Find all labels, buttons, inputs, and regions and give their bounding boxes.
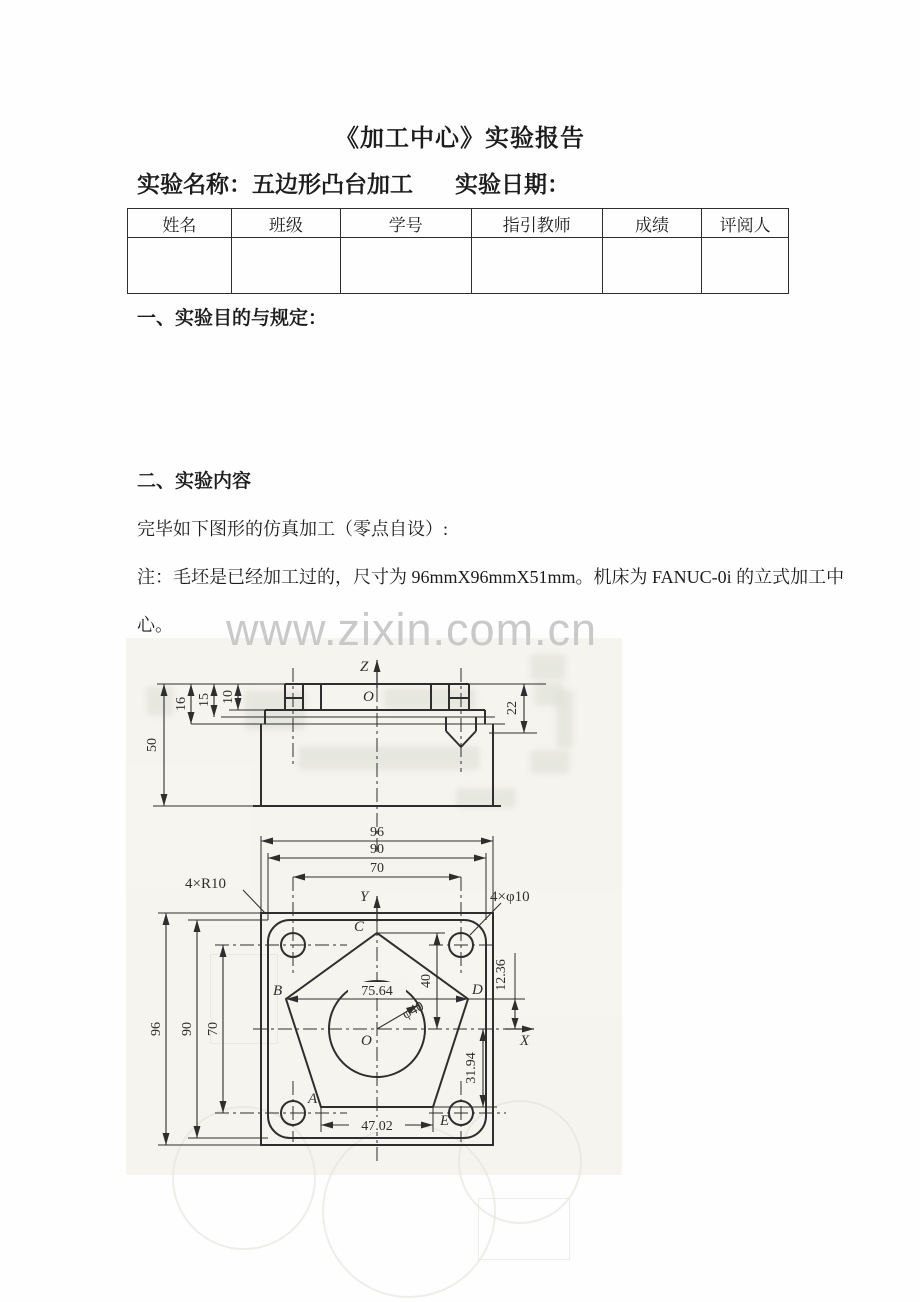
r10-leader-line	[243, 890, 266, 914]
info-table-entry-row	[128, 238, 789, 294]
section-two-heading: 二、实验内容	[137, 471, 252, 492]
col-header-id: 学号	[340, 209, 471, 238]
col-header-class: 班级	[231, 209, 340, 238]
dim-left-70: 70	[206, 1022, 221, 1036]
page-title: 《加工中心》实验报告	[335, 126, 585, 152]
point-c-label: C	[354, 919, 365, 935]
front-origin-label: O	[363, 689, 374, 705]
col-header-name: 姓名	[128, 209, 232, 238]
point-d-label: D	[472, 982, 483, 998]
experiment-name-label: 实验名称：五边形凸台加工	[137, 172, 413, 197]
dim-top-96: 96	[370, 825, 384, 840]
dim-50: 50	[145, 738, 160, 752]
point-a-label: A	[308, 1091, 318, 1107]
experiment-date-label: 实验日期：	[455, 172, 570, 197]
dim-left-90: 90	[180, 1022, 195, 1036]
dim-10: 10	[221, 690, 236, 704]
paragraph-simulation: 完毕如下图形的仿真加工（零点自设）:	[137, 519, 448, 539]
point-e-label: E	[440, 1113, 450, 1129]
experiment-subtitle	[137, 166, 570, 199]
extension-lines	[153, 684, 546, 1145]
dim-top-90: 90	[370, 842, 384, 857]
x-axis-label: X	[520, 1033, 530, 1049]
dim-top-70: 70	[370, 861, 384, 876]
cell-teacher[interactable]	[471, 238, 602, 294]
dim-47-02: 47.02	[361, 1119, 393, 1134]
corner-holes-note: 4×φ10	[490, 889, 530, 905]
col-header-reviewer: 评阅人	[702, 209, 789, 238]
cell-name[interactable]	[128, 238, 232, 294]
cell-id[interactable]	[340, 238, 471, 294]
dim-40: 40	[419, 974, 434, 988]
y-axis-label: Y	[360, 889, 369, 905]
plan-origin-label: O	[361, 1033, 372, 1049]
note-line-1: 注：毛坯是已经加工过的，尺寸为 96mmX96mmX51mm。机床为 FANUC-0i 的立式加工中	[137, 567, 845, 587]
watermark-text: www.zixin.com.cn	[226, 604, 598, 655]
cell-reviewer[interactable]	[702, 238, 789, 294]
info-table-header-row	[128, 209, 789, 238]
note-line-2: 心。	[137, 615, 173, 635]
dim-15: 15	[197, 693, 212, 707]
point-b-label: B	[273, 983, 283, 999]
z-axis-label: Z	[360, 659, 369, 675]
col-header-teacher: 指引教师	[471, 209, 602, 238]
part-drawing	[126, 630, 646, 1180]
dim-phi-40: φ40	[400, 999, 427, 1023]
dim-22: 22	[505, 701, 520, 715]
dim-16: 16	[174, 697, 189, 711]
drawing-notes	[185, 876, 530, 905]
dim-75-64: 75.64	[361, 984, 393, 999]
section-one-heading: 一、实验目的与规定：	[137, 308, 328, 329]
cell-class[interactable]	[231, 238, 340, 294]
corner-radius-note: 4×R10	[185, 876, 226, 892]
dim-left-96: 96	[149, 1022, 164, 1036]
dim-12-36: 12.36	[494, 959, 509, 991]
info-table	[127, 208, 789, 294]
cell-grade[interactable]	[602, 238, 701, 294]
col-header-grade: 成绩	[602, 209, 701, 238]
dim-31-94: 31.94	[464, 1052, 479, 1084]
